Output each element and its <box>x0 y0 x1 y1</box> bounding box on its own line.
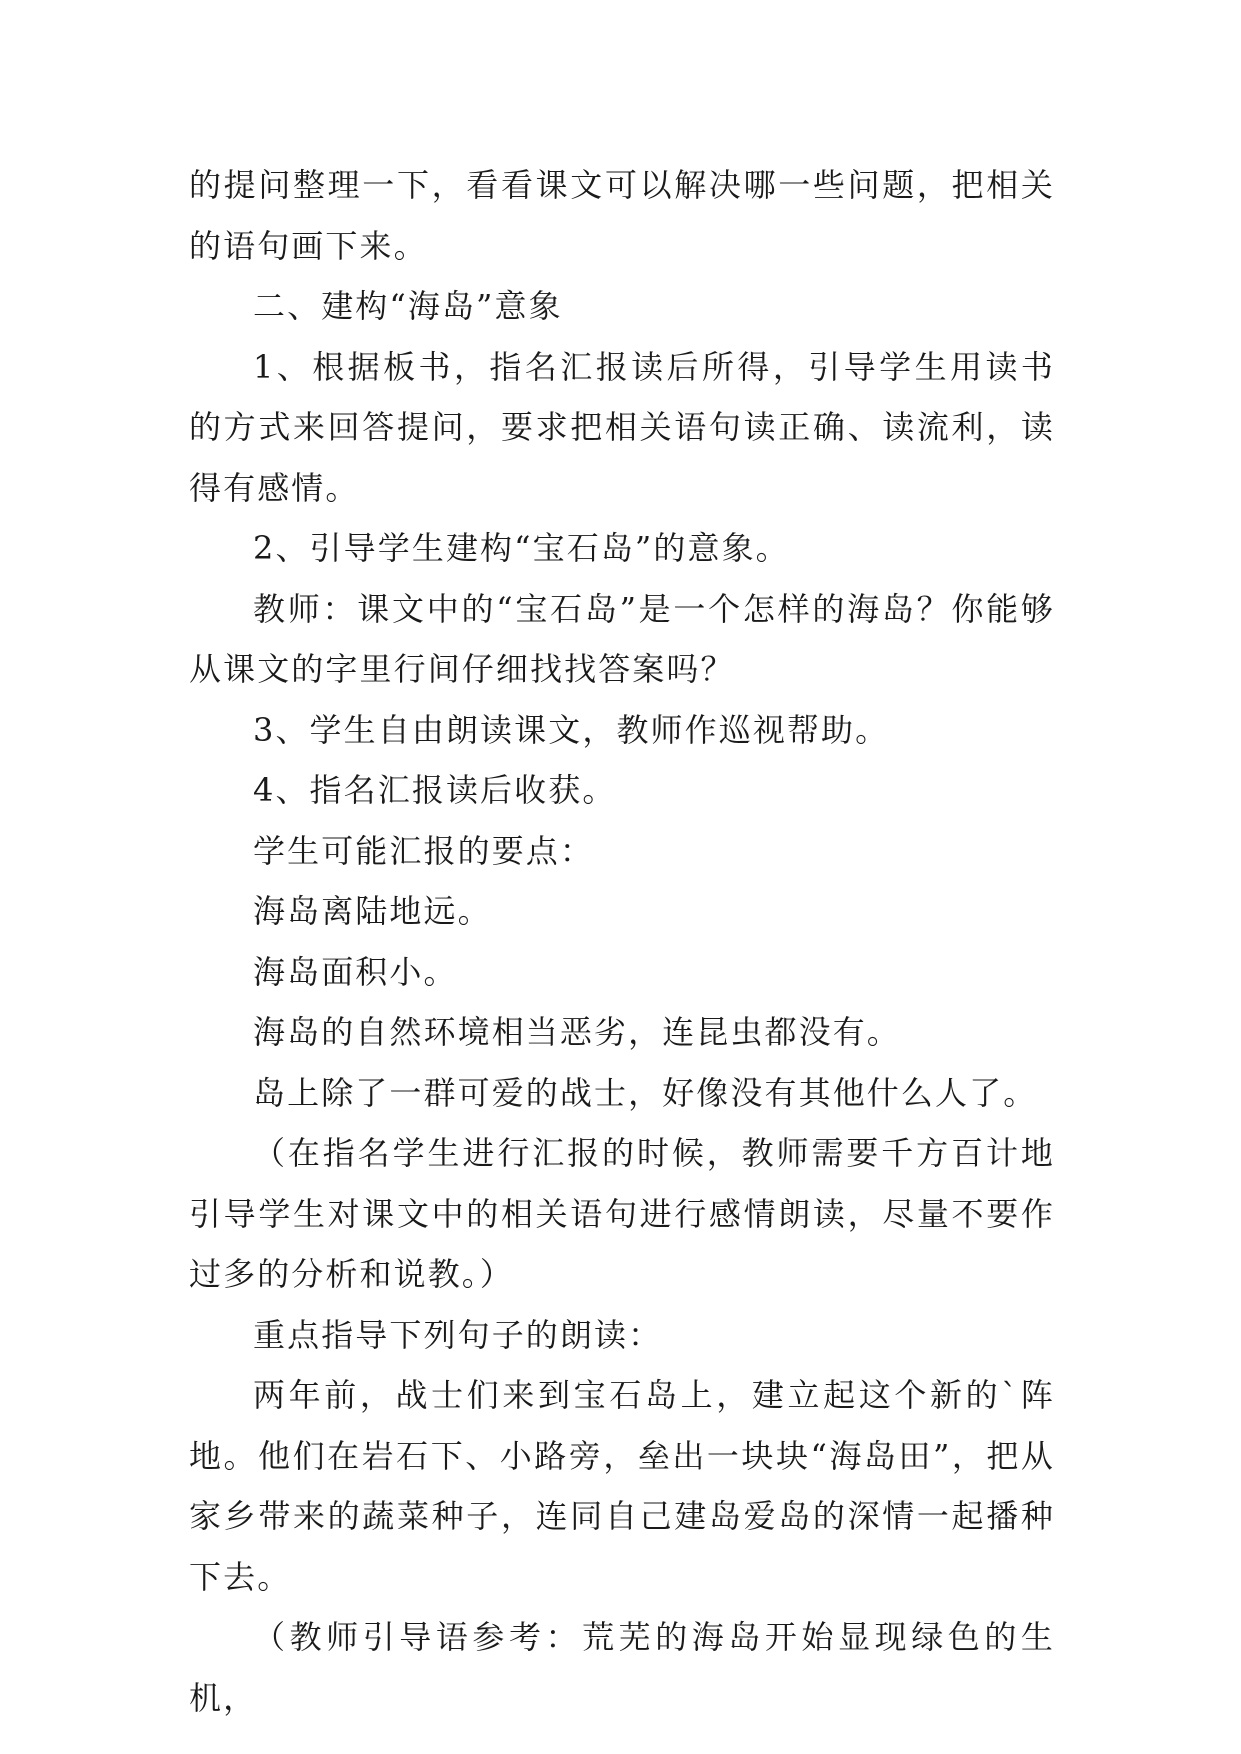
paragraph: 重点指导下列句子的朗读： <box>253 1315 663 1354</box>
paragraph: 教师：课文中的“宝石岛”是一个怎样的海岛？你能够从课文的字里行间仔细找找答案吗？ <box>189 589 1055 688</box>
paragraph: 学生可能汇报的要点： <box>253 831 595 870</box>
list-item: 海岛面积小。 <box>253 952 458 991</box>
paragraph: 3、学生自由朗读课文，教师作巡视帮助。 <box>253 710 890 749</box>
paragraph: 4、指名汇报读后收获。 <box>253 771 617 809</box>
paragraph-continuation: 的提问整理一下，看看课文可以解决哪一些问题，把相关的语句画下来。 <box>189 166 1055 265</box>
paragraph: （教师引导语参考：荒芜的海岛开始显现绿色的生机， <box>189 1618 1055 1717</box>
section-heading: 二、建构“海岛”意象 <box>253 287 563 325</box>
paragraph: （在指名学生进行汇报的时候，教师需要千方百计地引导学生对课文中的相关语句进行感情朗读，尽量不要作过多的分析和说教。） <box>189 1134 1055 1293</box>
paragraph: 2、引导学生建构“宝石岛”的意象。 <box>253 529 790 567</box>
list-item: 岛上除了一群可爱的战士，好像没有其他什么人了。 <box>253 1073 1038 1112</box>
document-body <box>189 155 1055 1728</box>
list-item: 海岛离陆地远。 <box>253 892 492 930</box>
list-item: 海岛的自然环境相当恶劣，连昆虫都没有。 <box>253 1013 901 1051</box>
quoted-passage: 两年前，战士们来到宝石岛上，建立起这个新的`阵地。他们在岩石下、小路旁，垒出一块块“海岛田”，把从家乡带来的蔬菜种子，连同自己建岛爱岛的深情一起播种下去。 <box>189 1376 1055 1596</box>
paragraph: 1、根据板书，指名汇报读后所得，引导学生用读书的方式来回答提问，要求把相关语句读正确、读流利，读得有感情。 <box>189 347 1055 507</box>
